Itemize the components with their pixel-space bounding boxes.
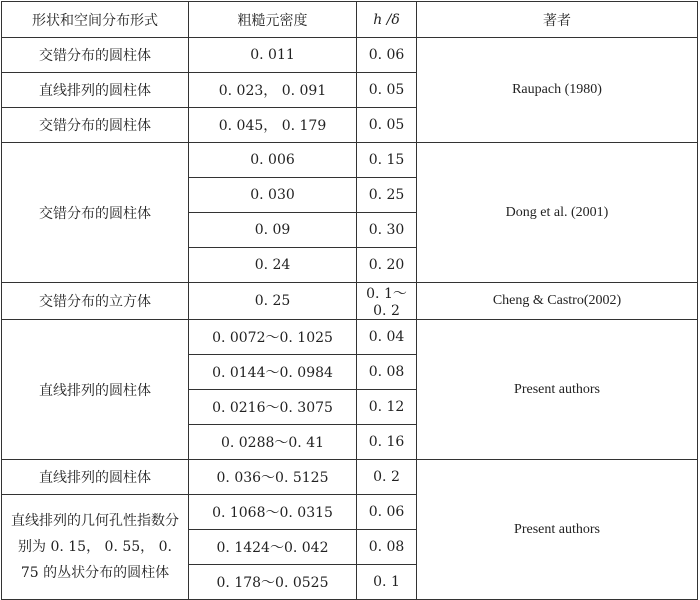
roughness-table xyxy=(1,1,698,600)
density-cell: 0. 006 xyxy=(189,143,357,178)
ratio-cell: 0. 30 xyxy=(357,213,417,248)
ratio-cell: 0. 08 xyxy=(357,355,417,390)
ratio-cell: 0. 06 xyxy=(357,38,417,73)
shape-cell: 交错分布的圆柱体 xyxy=(2,143,189,283)
table-row xyxy=(2,320,698,355)
author-cell: Cheng & Castro(2002) xyxy=(417,283,698,320)
ratio-cell: 0. 2 xyxy=(357,460,417,495)
shape-cell: 直线排列的几何孔性指数分别为 0. 15， 0. 55， 0. 75 的丛状分布的圆柱体 xyxy=(2,495,189,600)
density-cell: 0. 011 xyxy=(189,38,357,73)
density-cell: 0. 178～0. 0525 xyxy=(189,565,357,600)
density-cell: 0. 030 xyxy=(189,178,357,213)
ratio-cell: 0. 08 xyxy=(357,530,417,565)
shape-cell: 交错分布的圆柱体 xyxy=(2,38,189,73)
header-ratio: h /δ xyxy=(357,2,417,38)
ratio-cell: 0. 05 xyxy=(357,108,417,143)
table-row xyxy=(2,143,698,178)
density-cell: 0. 036～0. 5125 xyxy=(189,460,357,495)
table-row xyxy=(2,38,698,73)
ratio-cell: 0. 06 xyxy=(357,495,417,530)
table-row xyxy=(2,460,698,495)
author-cell: Present authors xyxy=(417,460,698,600)
table-row xyxy=(2,283,698,320)
ratio-cell: 0. 04 xyxy=(357,320,417,355)
ratio-cell: 0. 20 xyxy=(357,248,417,283)
density-cell: 0. 24 xyxy=(189,248,357,283)
ratio-cell: 0. 1～0. 2 xyxy=(357,283,417,320)
ratio-cell: 0. 12 xyxy=(357,390,417,425)
ratio-cell: 0. 16 xyxy=(357,425,417,460)
density-cell: 0. 09 xyxy=(189,213,357,248)
ratio-cell: 0. 15 xyxy=(357,143,417,178)
header-author: 著者 xyxy=(417,2,698,38)
density-cell: 0. 0288～0. 41 xyxy=(189,425,357,460)
density-cell: 0. 25 xyxy=(189,283,357,320)
density-cell: 0. 023， 0. 091 xyxy=(189,73,357,108)
shape-cell: 交错分布的立方体 xyxy=(2,283,189,320)
author-cell: Raupach (1980) xyxy=(417,38,698,143)
density-cell: 0. 045， 0. 179 xyxy=(189,108,357,143)
density-cell: 0. 0216～0. 3075 xyxy=(189,390,357,425)
header-shape: 形状和空间分布形式 xyxy=(2,2,189,38)
shape-cell: 交错分布的圆柱体 xyxy=(2,108,189,143)
density-cell: 0. 1068～0. 0315 xyxy=(189,495,357,530)
author-cell: Present authors xyxy=(417,320,698,460)
density-cell: 0. 0144～0. 0984 xyxy=(189,355,357,390)
ratio-cell: 0. 1 xyxy=(357,565,417,600)
ratio-cell: 0. 05 xyxy=(357,73,417,108)
header-row xyxy=(2,2,698,38)
header-density: 粗糙元密度 xyxy=(189,2,357,38)
shape-cell: 直线排列的圆柱体 xyxy=(2,460,189,495)
shape-cell: 直线排列的圆柱体 xyxy=(2,73,189,108)
shape-cell: 直线排列的圆柱体 xyxy=(2,320,189,460)
ratio-cell: 0. 25 xyxy=(357,178,417,213)
density-cell: 0. 0072～0. 1025 xyxy=(189,320,357,355)
density-cell: 0. 1424～0. 042 xyxy=(189,530,357,565)
author-cell: Dong et al. (2001) xyxy=(417,143,698,283)
